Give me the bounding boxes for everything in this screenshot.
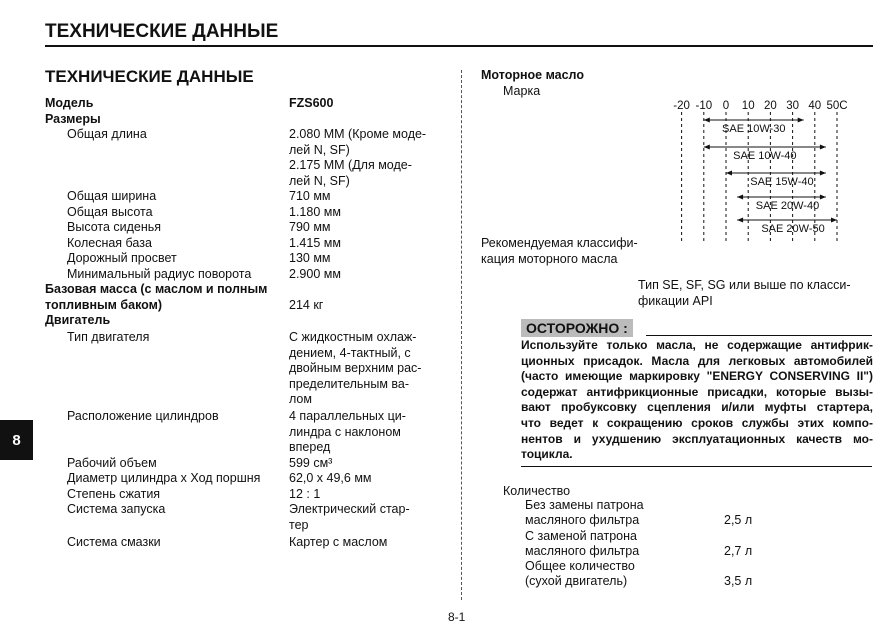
spec-value: 130 мм — [289, 251, 331, 265]
quantity-label: масляного фильтра — [525, 513, 640, 527]
caution-line: Используйте только масла, не содержащие антифрик- — [521, 338, 873, 352]
header-rule — [45, 45, 873, 47]
spec-value: лей N, SF) — [289, 173, 350, 188]
quantity-label: (сухой двигатель) — [525, 574, 628, 588]
oil-brand-label: Марка — [503, 84, 541, 98]
quantity-title: Количество — [503, 484, 571, 498]
classification-label-2: кация моторного масла — [481, 252, 618, 266]
quantity-label: Без замены патрона — [525, 498, 644, 512]
tick-label: -20 — [673, 100, 690, 112]
spec-value: 1.415 мм — [289, 235, 341, 250]
spec-value: 62,0 x 49,6 мм — [289, 471, 372, 485]
spec-label: Высота сиденья — [67, 220, 162, 234]
spec-label: Общая длина — [67, 127, 147, 141]
spec-value: 790 мм — [289, 220, 331, 234]
caution-text — [521, 338, 873, 463]
spec-label: Колесная база — [67, 235, 152, 250]
tick-label: 40 — [808, 100, 822, 112]
caution-line: что ведет к сокращению сроков службы этих компо- — [521, 415, 873, 430]
spec-label: Размеры — [45, 111, 101, 126]
caution-rule — [646, 335, 872, 336]
tick-label: 30 — [786, 100, 799, 112]
quantity-label: масляного фильтра — [525, 543, 640, 558]
tick-label: 0 — [722, 100, 730, 112]
classification-label-1: Рекомендуемая классифи- — [481, 236, 638, 250]
tick-label: 10 — [741, 100, 755, 112]
spec-value: двойным верхним рас- — [289, 361, 422, 375]
spec-value: тер — [289, 517, 309, 532]
spec-label: Расположение цилиндров — [67, 409, 219, 423]
caution-line: вают пробуксовку сцепления и/или муфты стартера, — [521, 400, 873, 415]
tick-label: 50C — [826, 100, 848, 112]
spec-value: линдра с наклоном — [289, 424, 401, 439]
caution-line: нентов и ухудшению эксплуатационных качеств мо- — [521, 431, 873, 446]
header-title: ТЕХНИЧЕСКИЕ ДАННЫЕ — [45, 21, 279, 42]
spec-value: 2.080 ММ (Кроме моде- — [289, 127, 427, 141]
spec-value: лей N, SF) — [289, 142, 350, 157]
quantity-value: 2,5 л — [724, 513, 753, 527]
tick-label: 20 — [764, 100, 777, 112]
grade-label: SAE 10W-40 — [733, 150, 797, 162]
caution-line: содержат антифрикционные присадки, которые вызы- — [521, 384, 873, 399]
quantity-label: Общее количество — [525, 559, 635, 573]
spec-label: Система запуска — [67, 502, 166, 516]
spec-value: пределительным ва- — [289, 376, 410, 391]
spec-label: Общая ширина — [67, 189, 157, 203]
spec-value: дением, 4-тактный, с — [289, 345, 411, 360]
classification-value-2: фикации API — [638, 294, 713, 308]
spec-value: 599 см³ — [289, 455, 333, 470]
spec-value: 2.175 ММ (Для моде- — [289, 158, 412, 172]
spec-label: Дорожный просвет — [67, 251, 177, 265]
quantity-value: 2,7 л — [724, 543, 753, 558]
spec-value: 214 кг — [289, 297, 324, 312]
spec-label: Общая высота — [67, 204, 153, 219]
classification-value-1: Тип SE, SF, SG или выше по класси- — [638, 278, 851, 292]
oil-title: Моторное масло — [481, 68, 584, 82]
spec-label: Двигатель — [45, 313, 111, 327]
spec-label: Диаметр цилиндра x Ход поршня — [67, 471, 261, 485]
tick-label: -10 — [695, 100, 713, 112]
spec-value: Картер с маслом — [289, 534, 388, 549]
spec-value: Электрический стар- — [289, 502, 410, 516]
caution-line: (часто имеющие маркировку "ENERGY CONSERVING II") — [521, 369, 873, 384]
caution-line: тоцикла. — [521, 447, 573, 462]
caution-line: ционных присадок. Масла для легковых автомобилей — [521, 353, 873, 368]
grade-label: SAE 20W-40 — [755, 200, 820, 212]
spec-value: С жидкостным охлаж- — [289, 330, 417, 344]
column-divider — [461, 70, 462, 600]
grade-label: SAE 10W-30 — [722, 123, 786, 135]
grade-label: SAE 20W-50 — [761, 223, 825, 235]
caution-label: ОСТОРОЖНО : — [521, 319, 633, 337]
page-number: 8-1 — [448, 610, 466, 624]
quantity-label: С заменой патрона — [525, 528, 637, 543]
grade-label: SAE 15W-40 — [750, 176, 814, 188]
quantity-value: 3,5 л — [724, 574, 753, 588]
chapter-tab: 8 — [0, 420, 33, 460]
spec-value: FZS600 — [289, 96, 334, 110]
oil-viscosity-chart — [660, 95, 860, 245]
spec-label: Тип двигателя — [67, 330, 150, 344]
spec-value: 2.900 мм — [289, 266, 341, 281]
spec-label: Система смазки — [67, 534, 161, 549]
spec-value: 710 мм — [289, 189, 331, 203]
spec-label: Минимальный радиус поворота — [67, 266, 252, 281]
caution-bottom-rule — [521, 466, 872, 467]
spec-value: вперед — [289, 440, 331, 454]
spec-label: Степень сжатия — [67, 486, 161, 501]
spec-label: топливным баком) — [45, 297, 163, 312]
section-title: ТЕХНИЧЕСКИЕ ДАННЫЕ — [45, 67, 254, 86]
spec-value: 12 : 1 — [289, 486, 321, 501]
spec-value: 4 параллельных ци- — [289, 409, 406, 423]
spec-label: Модель — [45, 96, 94, 110]
spec-value: лом — [289, 392, 312, 406]
spec-label: Рабочий объем — [67, 455, 157, 470]
spec-value: 1.180 мм — [289, 204, 341, 219]
spec-label: Базовая масса (с маслом и полным — [45, 282, 268, 296]
